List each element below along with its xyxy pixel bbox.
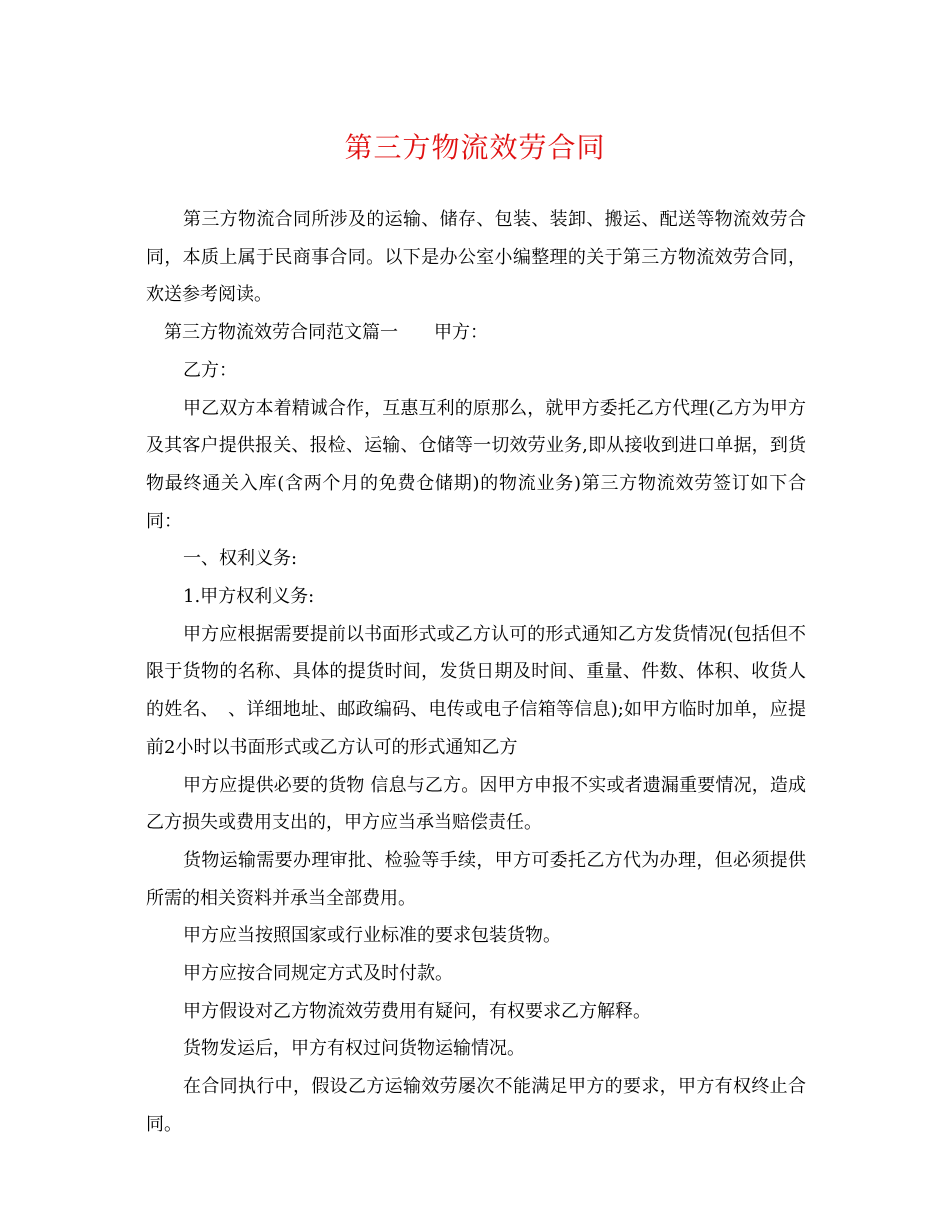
clause-paragraph: 甲方假设对乙方物流效劳费用有疑问，有权要求乙方解释。 — [183, 1000, 651, 1022]
clause-paragraph: 甲方应提供必要的货物 信息与乙方。因甲方申报不实或者遗漏重要情况，造成乙方损失或费用支出的，甲方应当承当赔偿责任。 — [146, 774, 806, 834]
clause-paragraph: 货物发运后，甲方有权过问货物运输情况。 — [183, 1038, 525, 1060]
clause-paragraph: 在合同执行中，假设乙方运输效劳屡次不能满足甲方的要求，甲方有权终止合同。 — [146, 1076, 806, 1135]
clause-paragraph: 甲方应按合同规定方式及时付款。 — [183, 963, 453, 985]
party-a-rights-heading: 1.甲方权利义务: — [183, 586, 315, 608]
section-title: 第三方物流效劳合同范文篇一 — [164, 322, 398, 344]
party-a-label: 甲方： — [434, 322, 488, 344]
clause-paragraph: 货物运输需要办理审批、检验等手续，甲方可委托乙方代为办理，但必须提供所需的相关资料并承当全部费用。 — [146, 849, 806, 909]
document-body — [146, 201, 806, 1144]
clause-paragraph: 甲方应根据需要提前以书面形式或乙方认可的形式通知乙方发货情况(包括但不限于货物的名称、具体的提货时间，发货日期及时间、重量、件数、体积、收货人的姓名、 、详细地址、邮政编码、电传或电子信箱等信息);如甲方临时加单，应提前2小时以书面形式或乙方认可的形式通知乙方 — [146, 623, 806, 758]
section-heading-line — [146, 314, 806, 352]
rights-heading: 一、权利义务: — [183, 548, 298, 570]
document-title: 第三方物流效劳合同 — [344, 131, 606, 164]
intro-paragraph: 第三方物流合同所涉及的运输、储存、包装、装卸、搬运、配送等物流效劳合同，本质上属于民商事合同。以下是办公室小编整理的关于第三方物流效劳合同，欢送参考阅读。 — [146, 209, 806, 306]
preamble-paragraph: 甲乙双方本着精诚合作，互惠互利的原那么，就甲方委托乙方代理(乙方为甲方及其客户提供报关、报检、运输、仓储等一切效劳业务,即从接收到进口单据，到货物最终通关入库(含两个月的免费仓储期)的物流业务)第三方物流效劳签订如下合同： — [146, 397, 806, 532]
clause-paragraph: 甲方应当按照国家或行业标准的要求包装货物。 — [183, 925, 561, 947]
party-b-label: 乙方： — [183, 359, 237, 381]
